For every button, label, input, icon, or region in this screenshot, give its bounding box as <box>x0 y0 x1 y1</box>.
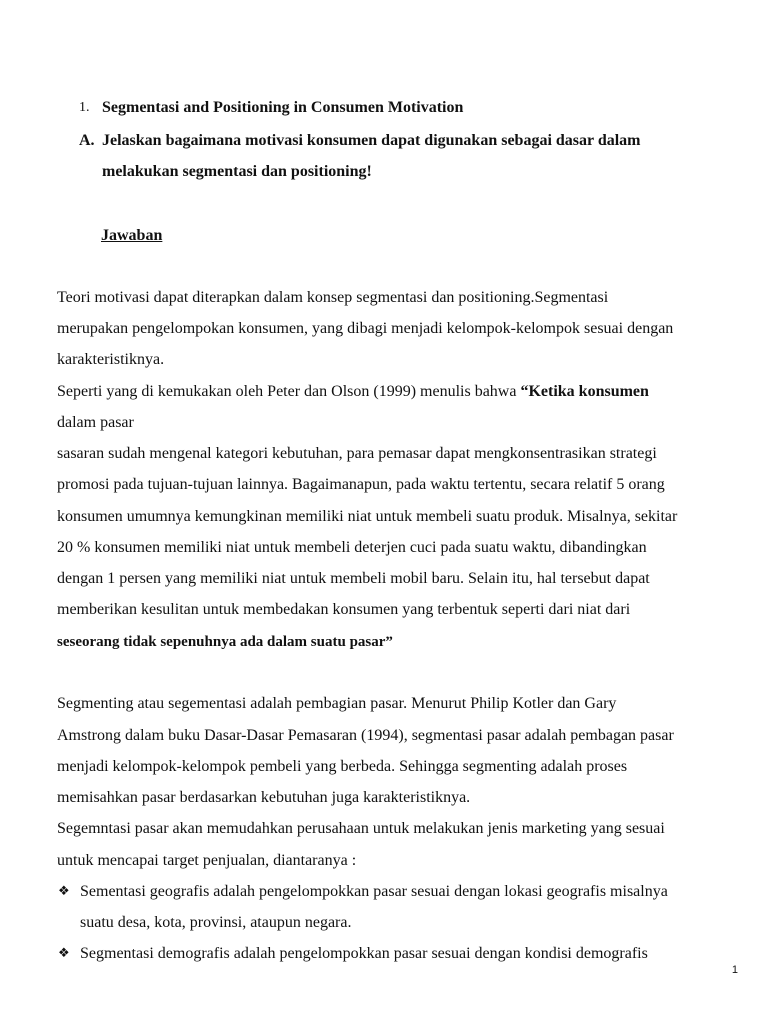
question-line-1: Jelaskan bagaimana motivasi konsumen dapat digunakan sebagai dasar dalam <box>102 132 641 149</box>
quote-intro: Seperti yang di kemukakan oleh Peter dan Olson (1999) menulis bahwa <box>57 383 521 400</box>
quote-line: 20 % konsumen memiliki niat untuk membeli deterjen cuci pada suatu waktu, dibandingkan <box>57 539 647 556</box>
quote-line: promosi pada tujuan-tujuan lainnya. Bagaimanapun, pada waktu tertentu, secara relatif 5 orang <box>57 476 665 493</box>
diamond-bullet-icon: ❖ <box>58 946 70 961</box>
para2-line-4: memisahkan pasar berdasarkan kebutuhan juga karakteristiknya. <box>57 789 471 806</box>
section-title: Segmentasi and Positioning in Consumen Motivation <box>102 99 464 116</box>
para1-line-2: merupakan pengelompokan konsumen, yang dibagi menjadi kelompok-kelompok sesuai dengan <box>57 320 674 337</box>
quote-line: sasaran sudah mengenal kategori kebutuhan, para pemasar dapat mengkonsentrasikan strategi <box>57 445 657 462</box>
para2-line-6: untuk mencapai target penjualan, diantaranya : <box>57 852 357 869</box>
bullet-1-line-1: Sementasi geografis adalah pengelompokkan pasar sesuai dengan lokasi geografis misalnya <box>80 883 668 900</box>
para2-line-2: Amstrong dalam buku Dasar-Dasar Pemasaran (1994), segmentasi pasar adalah pembagan pasar <box>57 727 674 744</box>
para1-line-3: karakteristiknya. <box>57 351 165 368</box>
quote-line: konsumen umumnya kemungkinan memiliki niat untuk membeli suatu produk. Misalnya, sekitar <box>57 508 678 525</box>
para2-line-5: Segemntasi pasar akan memudahkan perusahaan untuk melakukan jenis marketing yang sesuai <box>57 820 665 837</box>
quote-bold-start: “Ketika konsumen <box>520 383 649 400</box>
bullet-2-line-1: Segmentasi demografis adalah pengelompokkan pasar sesuai dengan kondisi demografis <box>80 945 648 962</box>
bullet-1-line-2: suatu desa, kota, provinsi, ataupun negara. <box>80 914 352 931</box>
quote-line: dengan 1 persen yang memiliki niat untuk membeli mobil baru. Selain itu, hal tersebut dapat <box>57 570 650 587</box>
diamond-bullet-icon: ❖ <box>58 884 70 899</box>
quote-line: memberikan kesulitan untuk membedakan konsumen yang terbentuk seperti dari niat dari <box>57 601 631 618</box>
section-number: 1. <box>79 100 90 115</box>
para1-line-1: Teori motivasi dapat diterapkan dalam konsep segmentasi dan positioning.Segmentasi <box>57 289 609 306</box>
question-letter: A. <box>79 132 95 149</box>
quote-bold-end: seseorang tidak sepenuhnya ada dalam suatu pasar” <box>57 634 393 650</box>
para2-line-1: Segmenting atau segementasi adalah pembagian pasar. Menurut Philip Kotler dan Gary <box>57 695 617 712</box>
quote-line-2: dalam pasar <box>57 414 134 431</box>
answer-label: Jawaban <box>101 227 163 244</box>
page-number: 1 <box>731 964 738 976</box>
question-line-2: melakukan segmentasi dan positioning! <box>102 163 372 180</box>
quote-intro-line <box>57 382 649 402</box>
para2-line-3: menjadi kelompok-kelompok pembeli yang berbeda. Sehingga segmenting adalah proses <box>57 758 628 775</box>
